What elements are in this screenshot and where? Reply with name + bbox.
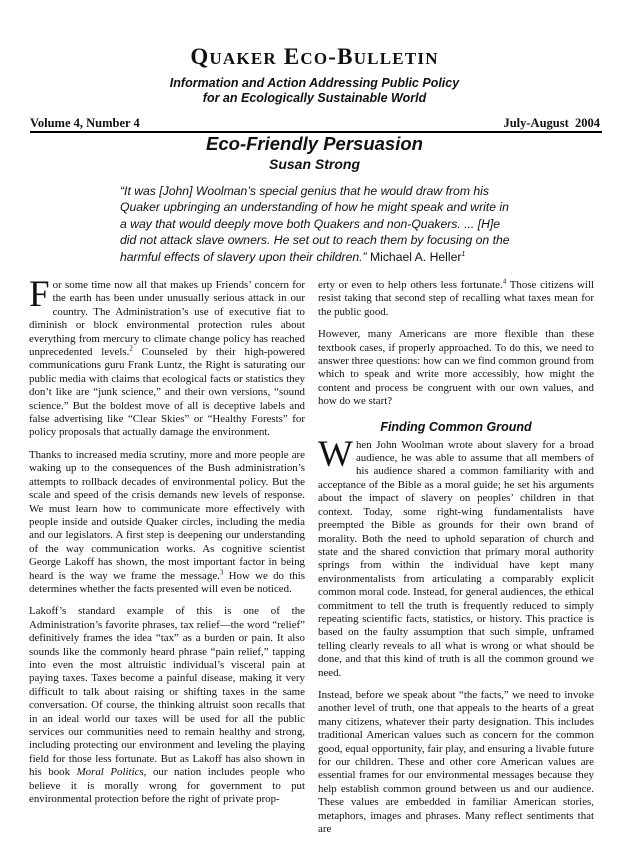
issue-date: July-August 2004	[503, 116, 600, 130]
footnote-ref: 4	[502, 277, 507, 286]
paragraph-text: or some time now all that makes up Friends’ concern for the earth has been under unusually serious attack in our country. The Administration’s use of executive fiat to diminish or block environmental protection rules about everything from mercury to climate change policy has reached unprecedented levels.	[29, 279, 305, 359]
paragraph-text: erty or even to help others less fortunate.	[318, 279, 503, 291]
masthead-subtitle	[0, 76, 629, 106]
article-author: Susan Strong	[268, 156, 360, 172]
footnote-ref: 3	[219, 567, 224, 576]
quote-attribution: Michael A. Heller	[366, 249, 462, 264]
book-title: Moral Politics	[76, 766, 144, 779]
issue-info	[30, 116, 600, 130]
paragraph	[318, 433, 594, 680]
paragraph-text: Counseled by their high-powered communications guru Frank Luntz, the Right is saturating our public media with claims that ecological facts or statistics they don’t like are “junk science,” and their own versions, “sound science.” But the boldest move of all is deceptive labels and false advertising like “Clear Skies” or “Healthy Forests” for policy proposals that actually damage the environment.	[29, 346, 306, 439]
footnote-ref: 1	[461, 250, 466, 258]
quote-text: “It was [John] Woolman’s special genius that he would draw from his Quaker upbringing an understanding of how he might speak and write in a way that would deeply move both Quakers and non-Quakers. ... [H]e did not attack slave owners. He set out to reach them by focusing on the harmful effects of slavery upon their children.”	[120, 184, 510, 264]
footnote-ref: 2	[129, 344, 133, 353]
paragraph	[29, 274, 306, 440]
paragraph-text: How we do this determines whether the facts presented will even be noticed.	[29, 569, 306, 595]
paragraph-text: , our nation includes people who believe it is morally wrong for government to put environmental protection before the right of private prop-	[29, 766, 305, 806]
section-heading: Finding Common Ground	[380, 419, 532, 434]
drop-cap: W	[318, 433, 353, 475]
epigraph-quote	[120, 183, 518, 265]
right-column	[318, 279, 594, 845]
issue-volume: Volume 4, Number 4	[30, 116, 140, 130]
masthead	[0, 44, 629, 106]
masthead-title-text: QUAKER ECO-BULLETIN	[190, 44, 439, 69]
masthead-subtitle-line2: for an Ecologically Sustainable World	[202, 91, 427, 105]
paragraph	[318, 279, 594, 319]
paragraph-text: Thanks to increased media scrutiny, more and more people are waking up to the consequences of the Bush administration’s attempts to rollback decades of environmental policy. But the scale and speed of the crisis demands new levels of response. We must learn how to communicate more effectively with people inside and outside Quaker circles, including the media and our legislators. A first step is deepening our understanding of the way communication works. As cognitive scientist George Lakoff has shown, the most important factor in being heard is the way we frame the message.	[29, 448, 305, 582]
masthead-title	[0, 44, 629, 72]
left-column	[29, 274, 306, 815]
paragraph: However, many Americans are more flexible than these textbook cases, if properly approached. To do this, we need to answer three questions: how can we find common ground from which to speak and write more accessibly, how might the content and process be congruent with our own values, and how do we start?	[318, 328, 594, 408]
masthead-subtitle-line1: Information and Action Addressing Public Policy	[169, 76, 460, 90]
article-title: Eco-Friendly Persuasion	[206, 133, 423, 154]
paragraph	[29, 605, 305, 806]
paragraph-text: hen John Woolman wrote about slavery for a broad audience, he was able to assume that all members of his audience shared a common familiarity with and acceptance of the Bible as a moral guide; he set his arguments about the impact of slavery on peoples’ children in that context. Today, some right-wing fundamentalists have preempted the Bible as grounds for their own brand of morality. Both the need to uphold separation of church and state and the shared conviction that primary moral authority springs from within the individual have kept many environmentalists from articulating a comparably explicit common moral code. Instead, for general audiences, the ethical commitment to tell the truth is frequently reduced to simply repeating scientific facts, statistics, or history. This practice is based on the faulty assumption that such simple, unframed telling clearly reveals to all what is wrong or what should be done, and that this kind of truth is all the common ground we need.	[318, 438, 594, 679]
paragraph	[29, 449, 305, 596]
drop-cap: F	[29, 274, 50, 315]
paragraph-text: Lakoff’s standard example of this is one of the Administration’s favorite phrases, tax relief—the word “relief” definitively frames the idea “tax” as a burden or pain. It also sounds like the commonly heard phrase “pain relief,” tapping into even the most altruistic individual’s visceral pain at paying taxes. Taxes become a painful disease, making it very difficult to talk about raising or shifting taxes in the same conversation. Of course, the thinking altruist soon recalls that in an ideal world our taxes will be used for all the public services our communities need to remain healthy and strong, including protecting our environment and leveling the playing field for those less fortunate. But as Lakoff has also shown in his book	[29, 605, 305, 779]
paragraph-text: Those citizens will resist taking that second step of recalling what taxes mean for the public good.	[318, 279, 595, 318]
paragraph: Instead, before we speak about “the facts,” we need to invoke another level of truth, one that appeals to the hearts of a great many citizens, whatever their party designation. This includes traditional American values such as concern for the common good, equal opportunity, fair play, and ensuring a livable future for our children. These and other core American values are essential frames for our environmental messages because they help establish common ground between us and our audience. These values are embedded in familiar American stories, metaphors, images and phrases. Many reflect sentiments that are	[318, 688, 594, 836]
